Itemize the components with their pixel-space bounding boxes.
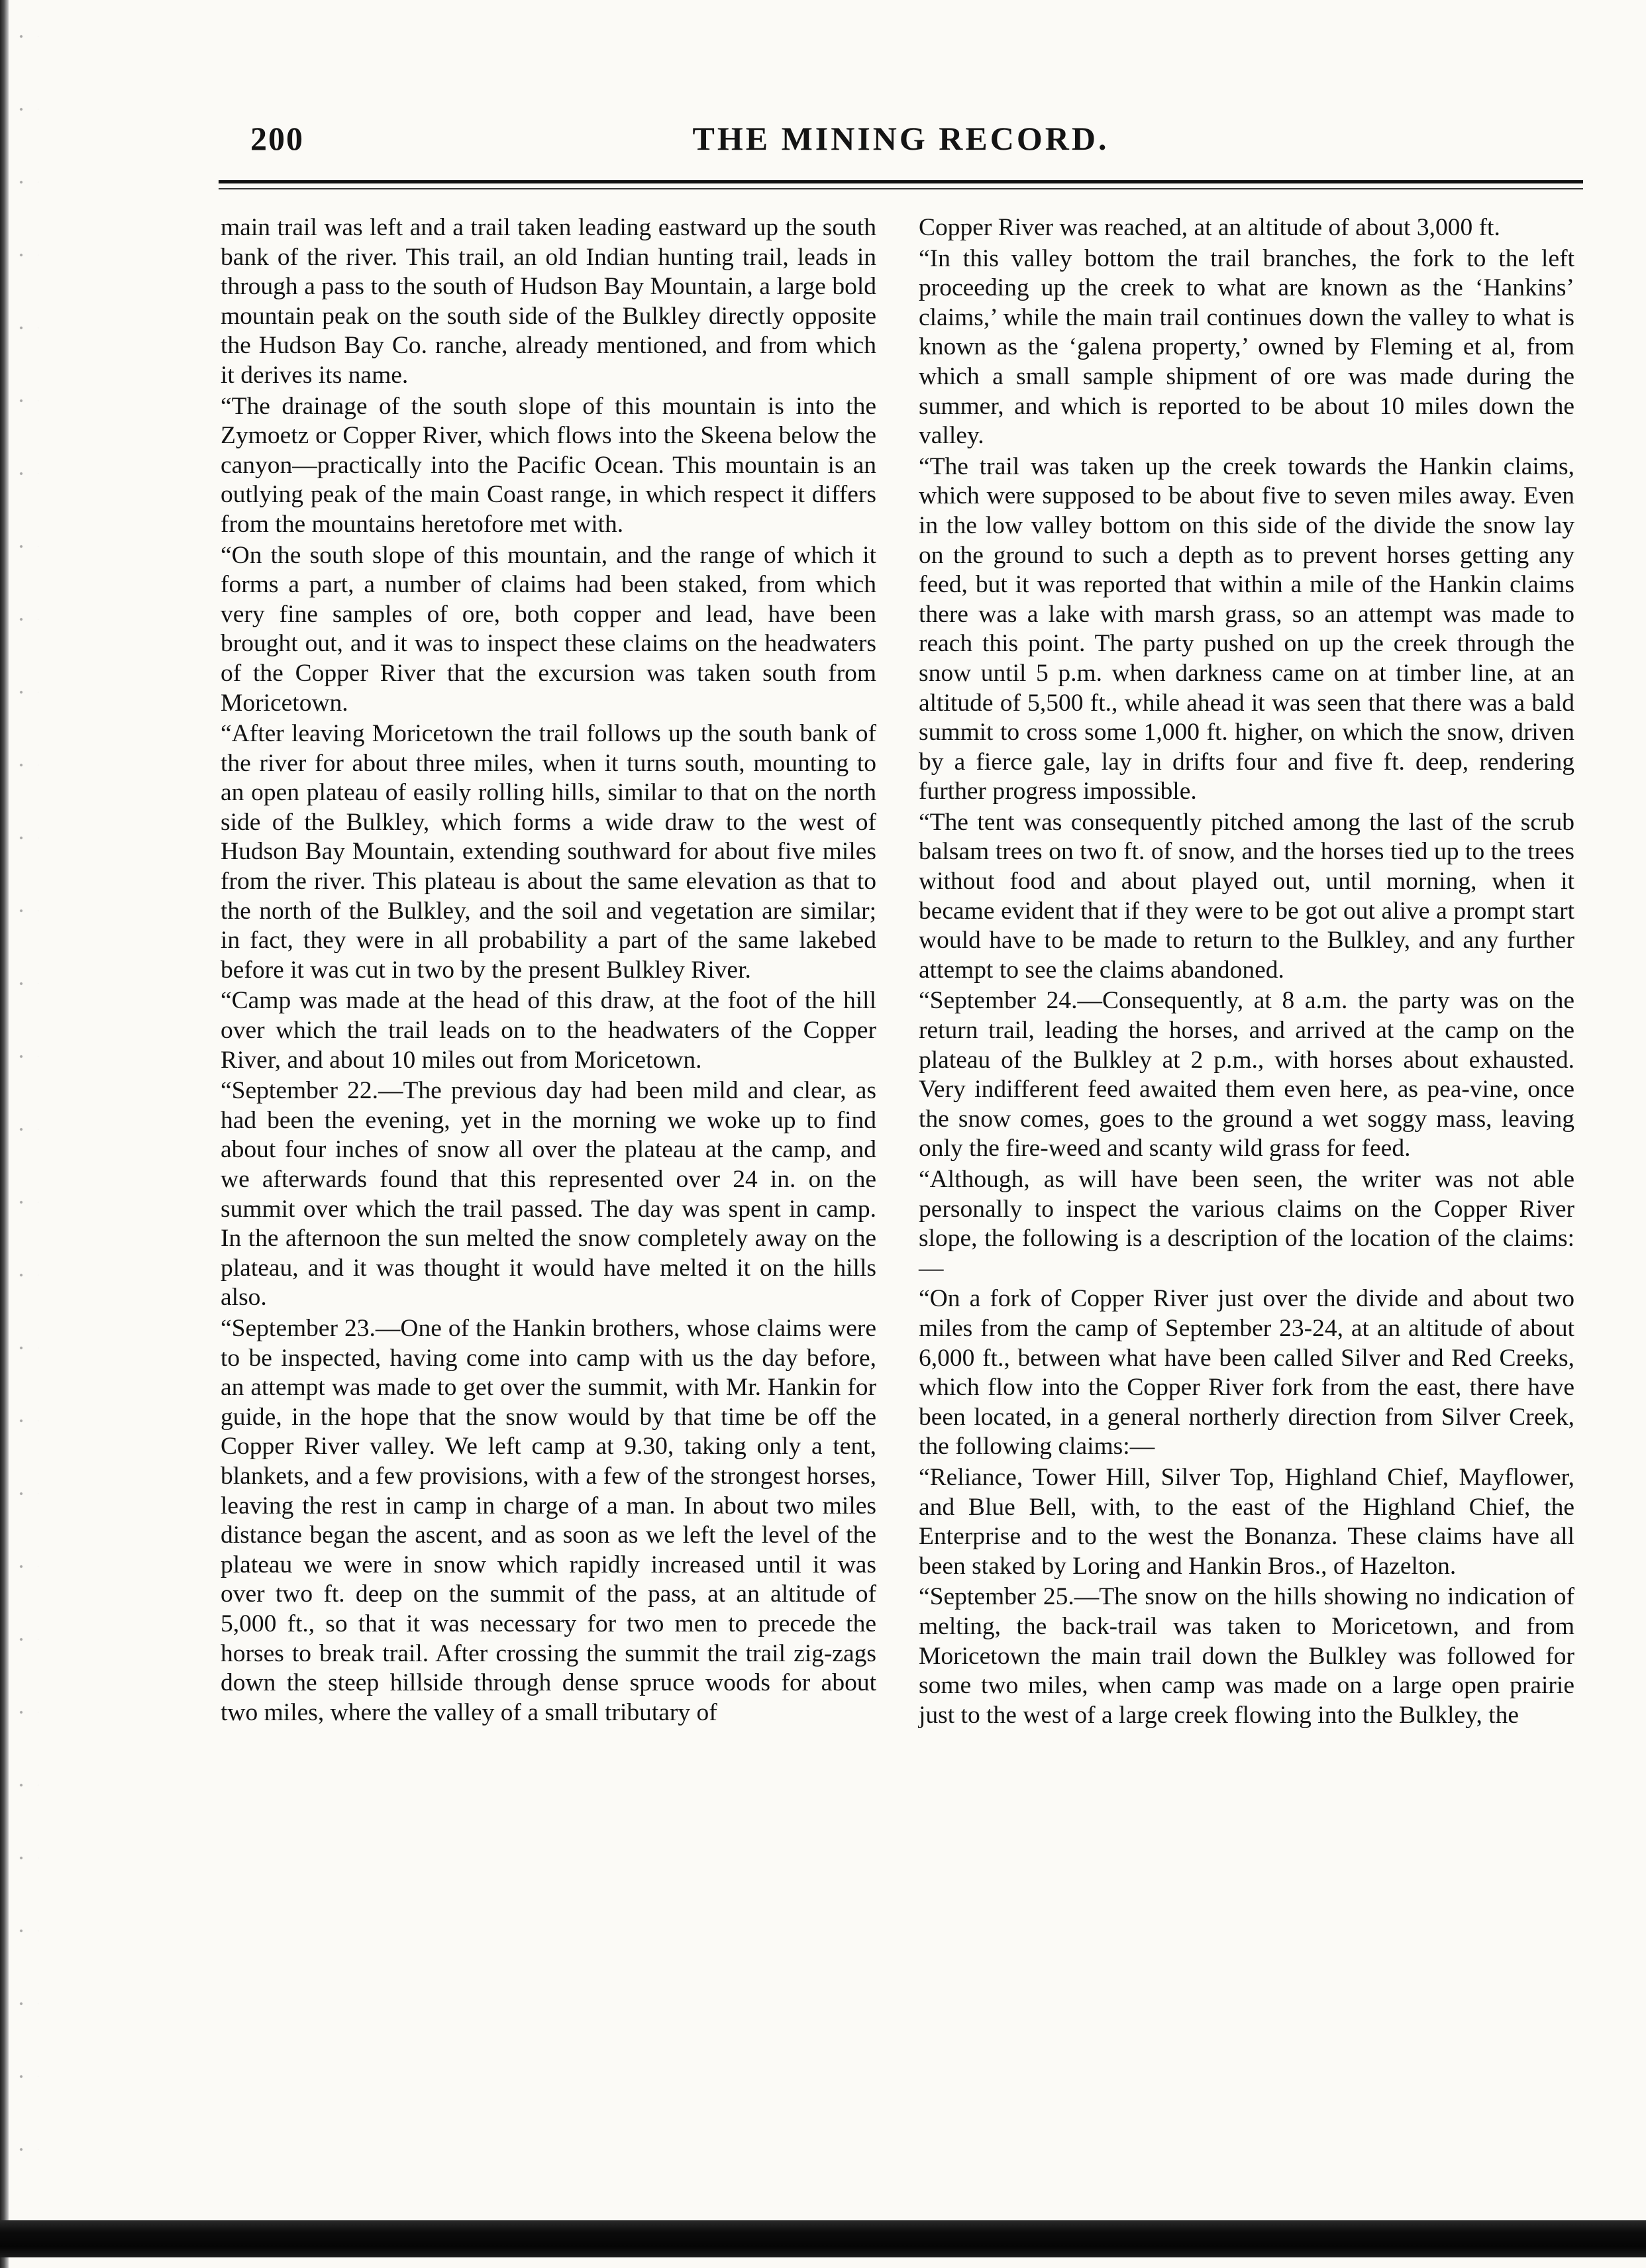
paragraph: “September 23.—One of the Hankin brothers, whose claims were to be inspected, having come into camp with us the day before, an attempt was made to get over the summit, with Mr. Hankin for guide, in the hope that the snow would by that time be off the Copper River valley. We left camp at 9.30, taking only a tent, blankets, and a few provisions, with a few of the strongest horses, leaving the rest in camp in charge of a man. In about two miles distance began the ascent, and as soon as we left the level of the plateau we were in snow which rapidly increased until it was over two ft. deep on the summit of the pass, at an altitude of 5,000 ft., so that it was necessary for two men to precede the horses to break trail. After crossing the summit the trail zig-zags down the steep hillside through dense spruce woods for about two miles, where the valley of a small tributary of xyxy=(221,1314,876,1726)
paragraph: “The drainage of the south slope of this mountain is into the Zymoetz or Copper River, which flows into the Skeena below the canyon—practically into the Pacific Ocean. This mountain is an outlying peak of the main Coast range, in which respect it differs from the mountains heretofore met with. xyxy=(221,392,876,538)
page-header xyxy=(219,119,1583,172)
paragraph: “The trail was taken up the creek towards the Hankin claims, which were supposed to be about five to seven miles away. Even in the low valley bottom on this side of the divide the snow lay on the ground to such a depth as to prevent horses getting any feed, but it was reported that within a mile of the Hankin claims there was a lake with marsh grass, so an attempt was made to reach this point. The party pushed on up the creek through the snow until 5 p.m. when darkness came on at timber line, at an altitude of 5,500 ft., while ahead it was seen that there was a bald summit to cross some 1,000 ft. higher, on which the snow, driven by a fierce gale, lay in drifts four and five ft. deep, rendering further progress impossible. xyxy=(919,452,1574,805)
paragraph: Copper River was reached, at an altitude of about 3,000 ft. xyxy=(919,214,1500,241)
paragraph: “The tent was consequently pitched among the last of the scrub balsam trees on two ft. of snow, and the horses tied up to the trees without food and about played out, until morning, when it became evident that if they were to be got out alive a prompt start would have to be made to return to the Bulkley, and any further attempt to see the claims abandoned. xyxy=(919,808,1574,984)
paragraph: main trail was left and a trail taken leading eastward up the south bank of the river. This trail, an old Indian hunting trail, leads in through a pass to the south of Hudson Bay Mountain, a large bold mountain peak on the south side of the Bulkley directly opposite the Hudson Bay Co. ranche, already mentioned, and from which it derives its name. xyxy=(221,214,876,389)
paragraph: “After leaving Moricetown the trail follows up the south bank of the river for about three miles, when it turns south, mounting to an open plateau of easily rolling hills, similar to that on the north side of the Bulkley, which forms a wide draw to the west of Hudson Bay Mountain, extending southward for about five miles from the river. This plateau is about the same elevation as that to the north of the Bulkley, and the soil and vegetation are similar; in fact, they were in all probability a part of the same lakebed before it was cut in two by the present Bulkley River. xyxy=(221,720,876,984)
paragraph: “Camp was made at the head of this draw, at the foot of the hill over which the trail leads on to the headwaters of the Copper River, and about 10 miles out from Moricetown. xyxy=(221,987,876,1074)
left-column xyxy=(221,213,876,1727)
scan-bottom-edge xyxy=(0,2220,1646,2257)
header-rule-thin xyxy=(219,188,1583,189)
paragraph: “Reliance, Tower Hill, Silver Top, Highland Chief, Mayflower, and Blue Bell, with, to the east of the Highland Chief, the Enterprise and to the west the Bonanza. These claims have all been staked by Loring and Hankin Bros., of Hazelton. xyxy=(919,1463,1574,1580)
page-number: 200 xyxy=(250,120,304,157)
page-edge-specks xyxy=(12,0,38,2268)
paragraph: “On a fork of Copper River just over the divide and about two miles from the camp of September 23-24, at an altitude of about 6,000 ft., between what have been called Silver and Red Creeks, which flow into the Copper River fork from the east, there have been located, in a general northerly direction from Silver Creek, the following claims:— xyxy=(919,1285,1574,1461)
page-binding-edge xyxy=(0,0,9,2268)
paragraph: “In this valley bottom the trail branches, the fork to the left proceeding up the creek to what are known as the ‘Hankins’ claims,’ while the main trail continues down the valley to what is known as the ‘galena property,’ owned by Fleming et al, from which a small sample shipment of ore was made during the summer, and which is reported to be about 10 miles down the valley. xyxy=(919,244,1574,450)
paragraph: “Although, as will have been seen, the writer was not able personally to inspect the various claims on the Copper River slope, the following is a description of the location of the claims:— xyxy=(919,1166,1574,1282)
header-rule-thick xyxy=(219,180,1583,183)
right-column xyxy=(919,213,1574,1730)
running-title: THE MINING RECORD. xyxy=(692,120,1109,157)
paragraph: “September 25.—The snow on the hills showing no indication of melting, the back-trail was taken to Moricetown, and from Moricetown the main trail down the Bulkley was followed for some two miles, when camp was made on a large open prairie just to the west of a large creek flowing into the Bulkley, the xyxy=(919,1583,1574,1729)
paragraph: “September 22.—The previous day had been mild and clear, as had been the evening, yet in the morning we woke up to find about four inches of snow all over the plateau at the camp, and we afterwards found that this represented over 24 in. on the summit over which the trail passed. The day was spent in camp. In the afternoon the sun melted the snow completely away on the plateau, and it was thought it would have melted it on the hills also. xyxy=(221,1077,876,1312)
paragraph: “On the south slope of this mountain, and the range of which it forms a part, a number of claims had been staked, from which very fine samples of ore, both copper and lead, have been brought out, and it was to inspect these claims on the headwaters of the Copper River that the excursion was taken south from Moricetown. xyxy=(221,541,876,717)
paragraph: “September 24.—Consequently, at 8 a.m. the party was on the return trail, leading the horses, and arrived at the camp on the plateau of the Bulkley at 2 p.m., with horses about exhausted. Very indifferent feed awaited them even here, as pea-vine, once the snow comes, goes to the ground a wet soggy mass, leaving only the fire-weed and scanty wild grass for feed. xyxy=(919,987,1574,1162)
